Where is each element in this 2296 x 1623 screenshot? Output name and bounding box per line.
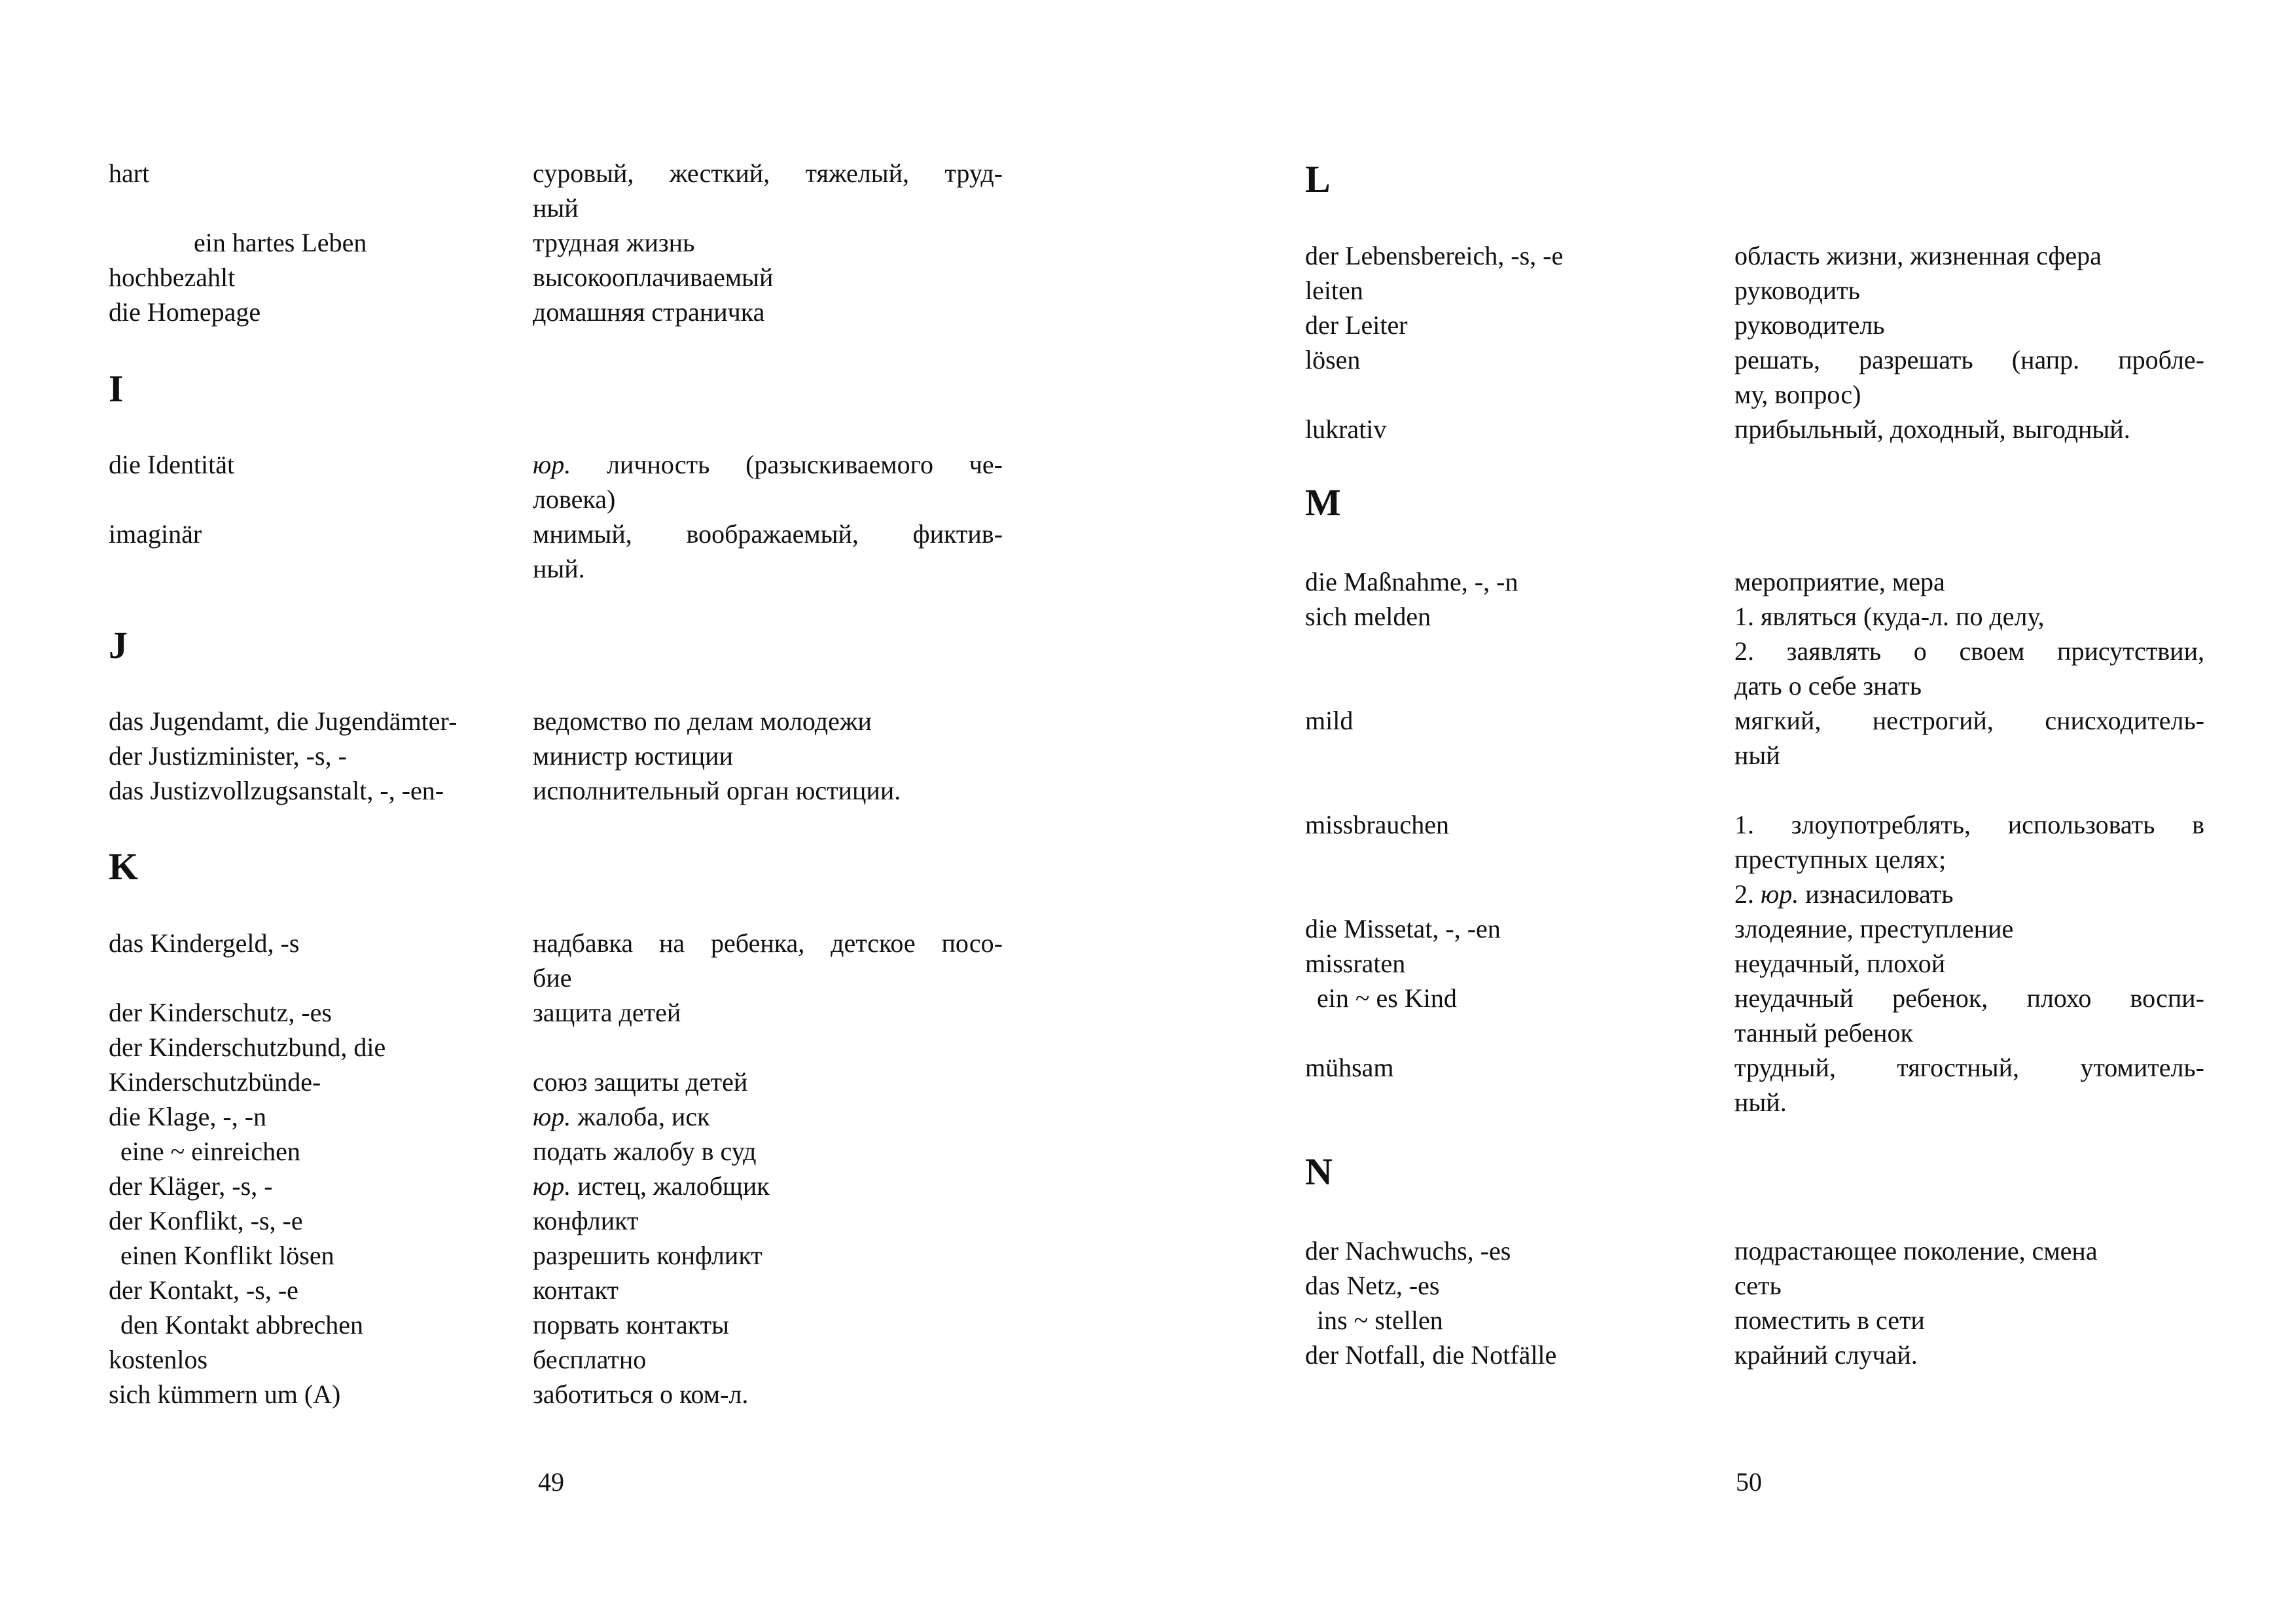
- def-melden-2: 2. заявлять о своем присутствии,: [1734, 636, 2204, 666]
- def-netz-stellen: поместить в сети: [1734, 1305, 1925, 1335]
- term-hochbezahlt: hochbezahlt: [109, 263, 236, 292]
- def-klaeger-text: истец, жалобщик: [571, 1171, 770, 1201]
- def-justizminister: министр юстиции: [533, 741, 733, 771]
- def-muehsam-1: трудный, тягостный, утомитель-: [1734, 1053, 2204, 1082]
- term-missraten-kind: ein ~ es Kind: [1317, 983, 1457, 1013]
- term-klage: die Klage, -, -n: [109, 1102, 267, 1131]
- term-kinderschutzbund-1: der Kinderschutzbund, die: [109, 1032, 386, 1062]
- def-kindergeld-2: бие: [533, 963, 572, 993]
- right-page: [1148, 0, 2296, 1623]
- def-muehsam-2: ный.: [1734, 1087, 1787, 1117]
- def-justizvollzug: исполнительный орган юстиции.: [533, 776, 901, 805]
- def-hartes-leben: трудная жизнь: [533, 228, 695, 257]
- def-hart-2: ный: [533, 193, 579, 223]
- def-imaginaer-1: мнимый, воображаемый, фиктив-: [533, 519, 1003, 549]
- def-kindergeld-1: надбавка на ребенка, детское посо-: [533, 928, 1003, 958]
- def-jugendamt: ведомство по делам молодежи: [533, 706, 872, 736]
- def-missetat: злодеяние, преступление: [1734, 914, 2014, 943]
- def-mild-1: мягкий, нестрогий, снисходитель-: [1734, 706, 2204, 735]
- def-mild-2: ный: [1734, 740, 1780, 770]
- def-melden-1: 1. являться (куда-л. по делу,: [1734, 602, 2045, 631]
- def-identitaet-2: ловека): [533, 484, 616, 514]
- def-notfall: крайний случай.: [1734, 1340, 1918, 1370]
- def-massnahme: мероприятие, мера: [1734, 567, 1945, 596]
- term-notfall: der Notfall, die Notfälle: [1305, 1340, 1557, 1370]
- def-klage: [533, 1099, 1003, 1134]
- def-nachwuchs: подрастающее поколение, смена: [1734, 1236, 2098, 1266]
- page-number: 50: [1736, 1467, 1762, 1497]
- term-kindergeld: das Kindergeld, -s: [109, 928, 300, 958]
- def-homepage: домашняя страничка: [533, 297, 765, 327]
- section-heading-m: M: [1305, 481, 1341, 524]
- term-melden: sich melden: [1305, 602, 1431, 631]
- def-lebensbereich: область жизни, жизненная сфера: [1734, 241, 2102, 270]
- term-kinderschutz: der Kinderschutz, -es: [109, 998, 332, 1027]
- term-jugendamt: das Jugendamt, die Jugendämter-: [109, 706, 457, 736]
- term-klaeger: der Kläger, -s, -: [109, 1171, 273, 1201]
- term-lukrativ: lukrativ: [1305, 414, 1387, 444]
- def-kontakt: контакт: [533, 1275, 619, 1305]
- term-konflikt: der Konflikt, -s, -e: [109, 1206, 303, 1235]
- def-loesen-2: му, вопрос): [1734, 380, 1861, 409]
- section-heading-l: L: [1305, 158, 1331, 200]
- def-kontakt-abbrechen: порвать контакты: [533, 1310, 729, 1340]
- term-missraten: missraten: [1305, 949, 1406, 978]
- abbr-jur: юр.: [533, 450, 571, 479]
- def-klage-einreichen: подать жалобу в суд: [533, 1137, 757, 1166]
- def-konflikt-loesen: разрешить конфликт: [533, 1241, 762, 1270]
- def-kuemmern: заботиться о ком-л.: [533, 1379, 749, 1409]
- def-lukrativ: прибыльный, доходный, выгодный.: [1734, 414, 2130, 444]
- term-netz: das Netz, -es: [1305, 1271, 1440, 1300]
- term-loesen: lösen: [1305, 345, 1361, 374]
- def-netz: сеть: [1734, 1271, 1782, 1300]
- section-heading-n: N: [1305, 1150, 1333, 1193]
- term-netz-stellen: ins ~ stellen: [1317, 1305, 1443, 1335]
- term-hartes-leben: ein hartes Leben: [194, 228, 367, 257]
- def-leiter: руководитель: [1734, 310, 1885, 340]
- def-klage-text: жалоба, иск: [571, 1102, 710, 1131]
- def-missraten: неудачный, плохой: [1734, 949, 1946, 978]
- term-justizvollzug: das Justizvollzugsanstalt, -, -en-: [109, 776, 444, 805]
- term-kontakt: der Kontakt, -s, -e: [109, 1275, 298, 1305]
- page-number: 49: [538, 1467, 564, 1497]
- term-kontakt-abbrechen: den Kontakt abbrechen: [120, 1310, 363, 1340]
- abbr-jur: юр.: [533, 1171, 571, 1201]
- term-muehsam: mühsam: [1305, 1053, 1394, 1082]
- section-heading-k: K: [109, 845, 139, 888]
- term-kostenlos: kostenlos: [109, 1345, 208, 1374]
- abbr-jur: юр.: [1761, 879, 1799, 909]
- def-missbrauchen-3: [1734, 877, 2204, 911]
- def-kinderschutz: защита детей: [533, 998, 681, 1027]
- def-missbrauchen-text: изнасиловать: [1799, 879, 1954, 909]
- term-imaginaer: imaginär: [109, 519, 202, 549]
- term-leiten: leiten: [1305, 276, 1363, 305]
- def-identitaet-1: [533, 447, 1003, 482]
- def-kostenlos: бесплатно: [533, 1345, 647, 1374]
- term-missetat: die Missetat, -, -en: [1305, 914, 1501, 943]
- term-klage-einreichen: eine ~ einreichen: [120, 1137, 300, 1166]
- def-leiten: руководить: [1734, 276, 1860, 305]
- term-identitaet: die Identität: [109, 450, 235, 479]
- def-missraten-kind-2: танный ребенок: [1734, 1018, 1913, 1048]
- def-konflikt: конфликт: [533, 1206, 639, 1235]
- term-hart: hart: [109, 158, 150, 188]
- term-konflikt-loesen: einen Konflikt lösen: [120, 1241, 334, 1270]
- term-justizminister: der Justizminister, -s, -: [109, 741, 347, 771]
- term-missbrauchen: missbrauchen: [1305, 810, 1449, 839]
- term-homepage: die Homepage: [109, 297, 261, 327]
- def-missraten-kind-1: неудачный ребенок, плохо воспи-: [1734, 983, 2204, 1013]
- def-kinderschutzbund: союз защиты детей: [533, 1067, 748, 1097]
- term-kuemmern: sich kümmern um (A): [109, 1379, 341, 1409]
- def-melden-3: дать о себе знать: [1734, 671, 1922, 701]
- abbr-jur: юр.: [533, 1102, 571, 1131]
- def-hart-1: суровый, жесткий, тяжелый, труд-: [533, 158, 1003, 188]
- def-identitaet-text: личность (разыскиваемого че-: [571, 450, 1003, 479]
- section-heading-i: I: [109, 367, 124, 410]
- def-klaeger: [533, 1169, 1003, 1203]
- def-imaginaer-2: ный.: [533, 554, 585, 583]
- def-missbrauchen-num: 2.: [1734, 879, 1761, 909]
- term-kinderschutzbund-2: Kinderschutzbünde-: [109, 1067, 321, 1097]
- def-hochbezahlt: высокооплачиваемый: [533, 263, 774, 292]
- term-leiter: der Leiter: [1305, 310, 1408, 340]
- term-massnahme: die Maßnahme, -, -n: [1305, 567, 1518, 596]
- section-heading-j: J: [109, 624, 128, 666]
- term-lebensbereich: der Lebensbereich, -s, -e: [1305, 241, 1564, 270]
- def-missbrauchen-2: преступных целях;: [1734, 845, 1946, 874]
- term-mild: mild: [1305, 706, 1354, 735]
- def-missbrauchen-1: 1. злоупотреблять, использовать в: [1734, 810, 2204, 839]
- def-loesen-1: решать, разрешать (напр. пробле-: [1734, 345, 2204, 374]
- term-nachwuchs: der Nachwuchs, -es: [1305, 1236, 1511, 1266]
